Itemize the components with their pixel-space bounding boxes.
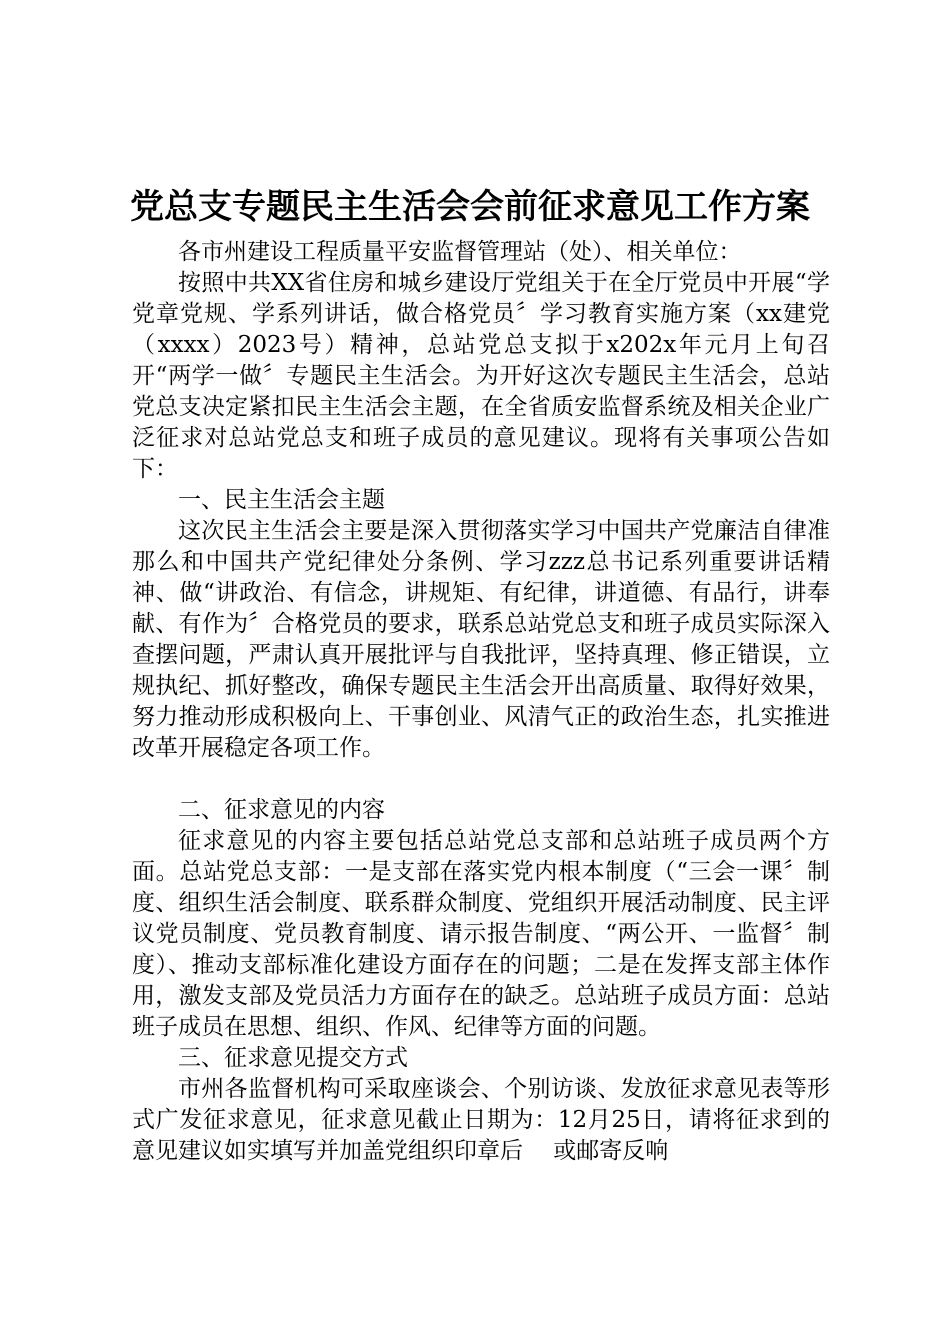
document-page	[132, 183, 830, 1167]
document-title: 党总支专题民主生活会会前征求意见工作方案	[130, 187, 810, 227]
section-heading-3: 三、征求意见提交方式	[178, 1045, 408, 1071]
salutation: 各市州建设工程质量平安监督管理站（处）、相关单位：	[178, 239, 742, 265]
section-paragraph-2: 征求意见的内容主要包括总站党总支部和总站班子成员两个方面。总站党总支部：一是支部在落实党内根本制度（“三会一课〞制度、组织生活会制度、联系群众制度、党组织开展活动制度、民主评议党员制度、党员教育制度、请示报告制度、“两公开、一监督〞制度）、推动支部标准化建设方面存在的问题；二是在发挥支部主体作用，激发支部及党员活力方面存在的缺乏。总站班子成员方面：总站班子成员在思想、组织、作风、纪律等方面的问题。	[132, 828, 830, 1040]
section-heading-1: 一、民主生活会主题	[178, 487, 385, 513]
blank-line	[132, 764, 830, 795]
section-heading-2: 二、征求意见的内容	[178, 797, 385, 823]
section-paragraph-1: 这次民主生活会主要是深入贯彻落实学习中国共产党廉洁自律准那么和中国共产党纪律处分条例、学习zzz总书记系列重要讲话精神、做“讲政治、有信念，讲规矩、有纪律，讲道德、有品行，讲奉献、有作为〞合格党员的要求，联系总站党总支和班子成员实际深入查摆问题，严肃认真开展批评与自我批评，坚持真理、修正错误，立规执纪、抓好整改，确保专题民主生活会开出高质量、取得好效果，努力推动形成积极向上、干事创业、风清气正的政治生态，扎实推进改革开展稳定各项工作。	[132, 518, 830, 761]
section-paragraph-3: 市州各监督机构可采取座谈会、个别访谈、发放征求意见表等形式广发征求意见，征求意见截止日期为：12月25日，请将征求到的意见建议如实填写并加盖党组织印章后 或邮寄反响	[132, 1076, 830, 1164]
intro-paragraph: 按照中共XX省住房和城乡建设厅党组关于在全厅党员中开展“学党章党规、学系列讲话，做合格党员〞学习教育实施方案（xx建党（xxxx）2023号）精神，总站党总支拟于x202x年元月上旬召开“两学一做〞专题民主生活会。为开好这次专题民主生活会，总站党总支决定紧扣民主生活会主题，在全省质安监督系统及相关企业广泛征求对总站党总支和班子成员的意见建议。现将有关事项公告如下：	[132, 270, 830, 482]
